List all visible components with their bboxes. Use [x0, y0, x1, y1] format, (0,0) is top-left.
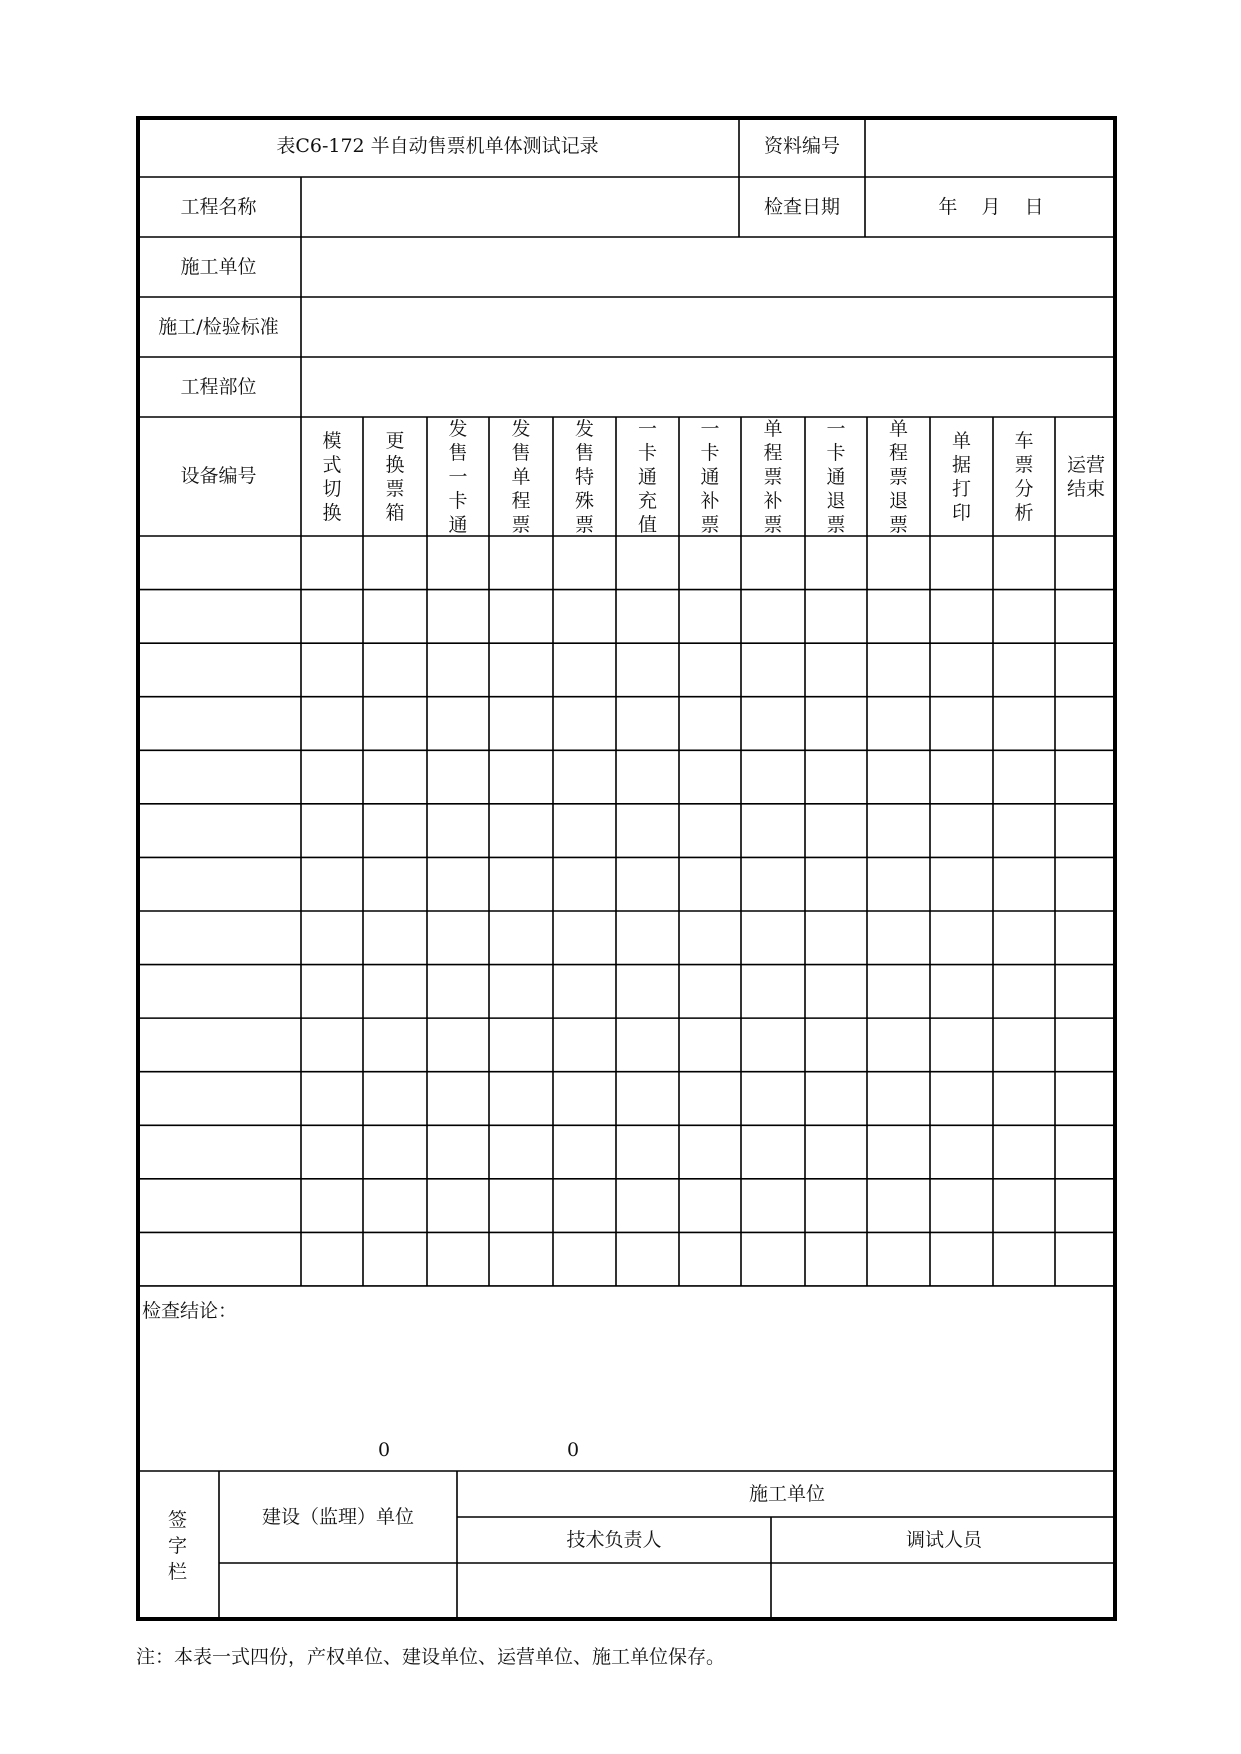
result-cell[interactable] — [1055, 1072, 1117, 1126]
device-no-cell[interactable] — [136, 697, 301, 751]
result-cell[interactable] — [616, 643, 679, 697]
result-cell[interactable] — [867, 965, 930, 1019]
result-cell[interactable] — [993, 857, 1055, 911]
result-cell[interactable] — [1055, 804, 1117, 858]
col-header-11: 单据打印 — [951, 429, 971, 524]
result-cell[interactable] — [427, 750, 489, 804]
result-cell[interactable] — [867, 536, 930, 590]
result-cell[interactable] — [363, 857, 427, 911]
result-cell[interactable] — [616, 857, 679, 911]
device-no-label: 设备编号 — [180, 465, 257, 487]
result-cell[interactable] — [489, 1232, 553, 1286]
conclusion-value-1: 0 — [377, 1438, 391, 1461]
result-cell[interactable] — [427, 536, 489, 590]
result-cell[interactable] — [930, 536, 993, 590]
tech-lead-signature-field[interactable] — [457, 1563, 771, 1621]
conclusion-label: 检查结论： — [142, 1299, 238, 1322]
result-cell[interactable] — [679, 1072, 741, 1126]
result-cell[interactable] — [741, 804, 805, 858]
result-cell[interactable] — [805, 1232, 867, 1286]
tester-signature-field[interactable] — [771, 1563, 1117, 1621]
result-cell[interactable] — [679, 965, 741, 1019]
result-cell[interactable] — [616, 697, 679, 751]
result-cell[interactable] — [805, 1179, 867, 1233]
result-cell[interactable] — [993, 1072, 1055, 1126]
device-no-cell[interactable] — [136, 536, 301, 590]
result-cell[interactable] — [363, 536, 427, 590]
result-cell[interactable] — [427, 1179, 489, 1233]
result-cell[interactable] — [805, 911, 867, 965]
result-cell[interactable] — [427, 697, 489, 751]
result-cell[interactable] — [679, 857, 741, 911]
result-cell[interactable] — [427, 590, 489, 644]
result-cell[interactable] — [427, 1125, 489, 1179]
standard-label: 施工/检验标准 — [158, 315, 279, 338]
result-cell[interactable] — [993, 911, 1055, 965]
result-cell[interactable] — [993, 1179, 1055, 1233]
result-cell[interactable] — [301, 1072, 363, 1126]
result-cell[interactable] — [489, 804, 553, 858]
result-cell[interactable] — [301, 1232, 363, 1286]
result-cell[interactable] — [930, 1232, 993, 1286]
result-cell[interactable] — [427, 857, 489, 911]
result-cell[interactable] — [930, 643, 993, 697]
result-cell[interactable] — [993, 643, 1055, 697]
result-cell[interactable] — [553, 643, 616, 697]
result-cell[interactable] — [993, 697, 1055, 751]
conclusion-field[interactable] — [136, 1286, 1117, 1471]
result-cell[interactable] — [741, 1179, 805, 1233]
col-header-8: 单程票补票 — [763, 417, 783, 536]
result-cell[interactable] — [427, 911, 489, 965]
project-name-field[interactable] — [301, 177, 739, 237]
result-cell[interactable] — [489, 1018, 553, 1072]
result-cell[interactable] — [930, 750, 993, 804]
result-cell[interactable] — [489, 1125, 553, 1179]
col-header-2: 更换票箱 — [385, 429, 405, 524]
result-cell[interactable] — [616, 1072, 679, 1126]
check-date-label: 检查日期 — [763, 195, 840, 218]
result-cell[interactable] — [1055, 1125, 1117, 1179]
test-record-form — [136, 116, 1117, 1621]
result-cell[interactable] — [301, 1018, 363, 1072]
result-cell[interactable] — [616, 590, 679, 644]
result-cell[interactable] — [553, 536, 616, 590]
result-cell[interactable] — [553, 1232, 616, 1286]
result-cell[interactable] — [993, 1232, 1055, 1286]
result-cell[interactable] — [993, 750, 1055, 804]
result-cell[interactable] — [553, 911, 616, 965]
result-cell[interactable] — [993, 804, 1055, 858]
result-cell[interactable] — [1055, 965, 1117, 1019]
footnote: 注：本表一式四份，产权单位、建设单位、运营单位、施工单位保存。 — [136, 1646, 726, 1668]
result-cell[interactable] — [553, 804, 616, 858]
result-cell[interactable] — [616, 804, 679, 858]
result-cell[interactable] — [301, 643, 363, 697]
col-header-7: 一卡通补票 — [700, 417, 720, 536]
result-cell[interactable] — [930, 697, 993, 751]
result-cell[interactable] — [427, 1232, 489, 1286]
result-cell[interactable] — [1055, 590, 1117, 644]
result-cell[interactable] — [363, 1072, 427, 1126]
result-cell[interactable] — [930, 804, 993, 858]
result-cell[interactable] — [553, 1018, 616, 1072]
result-cell[interactable] — [993, 1018, 1055, 1072]
result-cell[interactable] — [741, 1232, 805, 1286]
result-cell[interactable] — [993, 536, 1055, 590]
col-header-1: 模式切换 — [322, 429, 342, 524]
signature-column-label: 签字栏 — [167, 1509, 187, 1583]
result-cell[interactable] — [930, 590, 993, 644]
result-cell[interactable] — [741, 643, 805, 697]
project-name-label: 工程名称 — [180, 195, 257, 218]
result-cell[interactable] — [616, 911, 679, 965]
col-header-6: 一卡通充值 — [637, 417, 657, 536]
result-cell[interactable] — [867, 1232, 930, 1286]
device-no-cell[interactable] — [136, 750, 301, 804]
result-cell[interactable] — [616, 1018, 679, 1072]
col-header-12: 车票分析 — [1014, 429, 1034, 524]
result-cell[interactable] — [993, 1125, 1055, 1179]
result-cell[interactable] — [616, 1125, 679, 1179]
col-header-9: 一卡通退票 — [826, 417, 846, 536]
result-cell[interactable] — [553, 750, 616, 804]
result-cell[interactable] — [805, 1125, 867, 1179]
result-cell[interactable] — [867, 1072, 930, 1126]
device-no-cell[interactable] — [136, 804, 301, 858]
result-cell[interactable] — [553, 1179, 616, 1233]
check-date-field[interactable]: 年 月 日 — [938, 195, 1044, 218]
device-no-cell[interactable] — [136, 1232, 301, 1286]
result-cell[interactable] — [867, 643, 930, 697]
result-cell[interactable] — [616, 536, 679, 590]
device-no-cell[interactable] — [136, 590, 301, 644]
result-cell[interactable] — [805, 590, 867, 644]
result-cell[interactable] — [805, 643, 867, 697]
result-cell[interactable] — [805, 750, 867, 804]
result-cell[interactable] — [679, 1179, 741, 1233]
result-cell[interactable] — [489, 1072, 553, 1126]
result-cell[interactable] — [741, 965, 805, 1019]
result-cell[interactable] — [805, 1072, 867, 1126]
result-cell[interactable] — [867, 1125, 930, 1179]
result-cell[interactable] — [867, 911, 930, 965]
owner-signature-field[interactable] — [219, 1563, 457, 1621]
result-cell[interactable] — [930, 857, 993, 911]
result-cell[interactable] — [616, 1179, 679, 1233]
device-no-cell[interactable] — [136, 965, 301, 1019]
conclusion-value-2: 0 — [566, 1438, 580, 1461]
result-cell[interactable] — [867, 697, 930, 751]
result-cell[interactable] — [553, 1125, 616, 1179]
result-cell[interactable] — [1055, 857, 1117, 911]
result-cell[interactable] — [489, 750, 553, 804]
owner-label: 建设（监理）单位 — [261, 1505, 414, 1528]
result-cell[interactable] — [553, 590, 616, 644]
result-cell[interactable] — [553, 965, 616, 1019]
result-cell[interactable] — [489, 590, 553, 644]
result-cell[interactable] — [741, 536, 805, 590]
result-cell[interactable] — [679, 643, 741, 697]
result-cell[interactable] — [489, 536, 553, 590]
result-cell[interactable] — [489, 965, 553, 1019]
result-cell[interactable] — [427, 965, 489, 1019]
result-cell[interactable] — [741, 857, 805, 911]
device-no-cell[interactable] — [136, 911, 301, 965]
device-no-cell[interactable] — [136, 857, 301, 911]
device-no-cell[interactable] — [136, 643, 301, 697]
result-cell[interactable] — [867, 1179, 930, 1233]
result-cell[interactable] — [993, 965, 1055, 1019]
result-cell[interactable] — [679, 804, 741, 858]
result-cell[interactable] — [930, 1179, 993, 1233]
result-cell[interactable] — [427, 1072, 489, 1126]
result-cell[interactable] — [301, 1179, 363, 1233]
result-cell[interactable] — [679, 750, 741, 804]
result-cell[interactable] — [1055, 643, 1117, 697]
result-cell[interactable] — [1055, 911, 1117, 965]
result-cell[interactable] — [363, 750, 427, 804]
result-cell[interactable] — [867, 804, 930, 858]
result-cell[interactable] — [805, 536, 867, 590]
result-cell[interactable] — [679, 1232, 741, 1286]
result-cell[interactable] — [679, 1018, 741, 1072]
result-cell[interactable] — [616, 965, 679, 1019]
tech-lead-label: 技术负责人 — [566, 1528, 662, 1551]
col-header-4: 发售单程票 — [511, 417, 531, 536]
result-cell[interactable] — [363, 965, 427, 1019]
result-cell[interactable] — [301, 965, 363, 1019]
col-header-13: 运营结束 — [1066, 453, 1105, 500]
form-title: 表C6-172 半自动售票机单体测试记录 — [276, 135, 599, 157]
result-cell[interactable] — [805, 857, 867, 911]
result-cell[interactable] — [805, 804, 867, 858]
result-cell[interactable] — [427, 804, 489, 858]
result-cell[interactable] — [1055, 697, 1117, 751]
result-cell[interactable] — [489, 697, 553, 751]
result-cell[interactable] — [805, 697, 867, 751]
result-cell[interactable] — [679, 590, 741, 644]
result-cell[interactable] — [867, 750, 930, 804]
col-header-10: 单程票退票 — [888, 417, 908, 536]
result-cell[interactable] — [867, 590, 930, 644]
device-no-cell[interactable] — [136, 1018, 301, 1072]
device-no-cell[interactable] — [136, 1125, 301, 1179]
tester-label: 调试人员 — [905, 1528, 982, 1551]
result-cell[interactable] — [363, 1179, 427, 1233]
result-cell[interactable] — [930, 1125, 993, 1179]
result-cell[interactable] — [741, 697, 805, 751]
result-cell[interactable] — [679, 1125, 741, 1179]
result-cell[interactable] — [301, 1125, 363, 1179]
result-cell[interactable] — [1055, 750, 1117, 804]
result-cell[interactable] — [867, 857, 930, 911]
location-label: 工程部位 — [180, 375, 257, 398]
col-header-5: 发售特殊票 — [574, 417, 594, 536]
result-cell[interactable] — [616, 1232, 679, 1286]
result-cell[interactable] — [489, 857, 553, 911]
device-no-cell[interactable] — [136, 1072, 301, 1126]
result-cell[interactable] — [553, 1072, 616, 1126]
result-cell[interactable] — [489, 1179, 553, 1233]
result-cell[interactable] — [930, 1072, 993, 1126]
result-cell[interactable] — [363, 911, 427, 965]
result-cell[interactable] — [489, 911, 553, 965]
result-cell[interactable] — [363, 804, 427, 858]
result-cell[interactable] — [553, 697, 616, 751]
result-cell[interactable] — [805, 965, 867, 1019]
doc-no-field[interactable] — [865, 116, 1117, 177]
result-cell[interactable] — [805, 1018, 867, 1072]
result-cell[interactable] — [741, 750, 805, 804]
construction-unit-label: 施工单位 — [180, 255, 257, 278]
construction-label: 施工单位 — [748, 1482, 825, 1505]
result-cell[interactable] — [427, 1018, 489, 1072]
col-header-3: 发售一卡通 — [448, 417, 468, 536]
result-cell[interactable] — [741, 1072, 805, 1126]
result-cell[interactable] — [363, 1232, 427, 1286]
result-cell[interactable] — [301, 697, 363, 751]
result-cell[interactable] — [930, 911, 993, 965]
device-no-cell[interactable] — [136, 1179, 301, 1233]
result-cell[interactable] — [553, 857, 616, 911]
result-cell[interactable] — [930, 965, 993, 1019]
standard-field[interactable] — [301, 297, 1117, 357]
result-cell[interactable] — [741, 1018, 805, 1072]
result-cell[interactable] — [1055, 1018, 1117, 1072]
result-cell[interactable] — [741, 590, 805, 644]
result-cell[interactable] — [489, 643, 553, 697]
result-cell[interactable] — [301, 857, 363, 911]
construction-unit-field[interactable] — [301, 237, 1117, 297]
result-cell[interactable] — [679, 536, 741, 590]
result-cell[interactable] — [363, 1018, 427, 1072]
result-cell[interactable] — [741, 1125, 805, 1179]
result-cell[interactable] — [363, 1125, 427, 1179]
result-cell[interactable] — [867, 1018, 930, 1072]
doc-no-label: 资料编号 — [763, 135, 840, 157]
result-cell[interactable] — [1055, 536, 1117, 590]
result-cell[interactable] — [993, 590, 1055, 644]
result-cell[interactable] — [363, 697, 427, 751]
location-field[interactable] — [301, 357, 1117, 417]
result-cell[interactable] — [301, 804, 363, 858]
result-cell[interactable] — [363, 643, 427, 697]
result-cell[interactable] — [679, 697, 741, 751]
result-cell[interactable] — [301, 911, 363, 965]
result-cell[interactable] — [301, 536, 363, 590]
result-cell[interactable] — [616, 750, 679, 804]
result-cell[interactable] — [427, 643, 489, 697]
result-cell[interactable] — [301, 750, 363, 804]
result-cell[interactable] — [363, 590, 427, 644]
result-cell[interactable] — [741, 911, 805, 965]
result-cell[interactable] — [1055, 1179, 1117, 1233]
result-cell[interactable] — [1055, 1232, 1117, 1286]
result-cell[interactable] — [679, 911, 741, 965]
result-cell[interactable] — [930, 1018, 993, 1072]
result-cell[interactable] — [301, 590, 363, 644]
